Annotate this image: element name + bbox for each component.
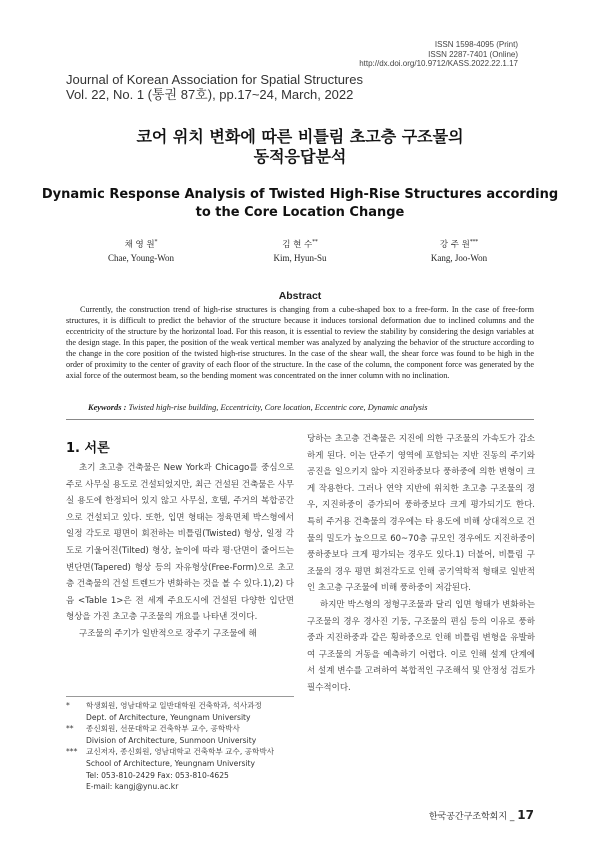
footnote-2-line-2: Division of Architecture, Sunmoon University bbox=[86, 735, 257, 745]
footnote-divider bbox=[66, 696, 294, 697]
keywords-label: Keywords : bbox=[88, 403, 127, 412]
page-number: 17 bbox=[517, 808, 534, 822]
footnote-1-mark: * bbox=[66, 701, 70, 710]
footnote-1-line-2: Dept. of Architecture, Yeungnam University bbox=[86, 712, 251, 722]
paragraph: 당하는 초고층 건축물은 지진에 의한 구조물의 가속도가 감소하게 된다. 이는 단주기 영역에 포함되는 지반 진동의 주기와 공진을 일으키지 않아 지진하중보다 풍하중에 의한 변형이 크게 작용한다. 그러나 연약 지반에 위치한 초고층 구조물의 경우, 지진하중이 증가되어 풍하중보다 크게 평가되기도 한다. 특히 주거용 건축물의 경우에는 타 용도에 비해 상대적으로 건물의 밀도가 높으므로 60~70층 규모인 경우에도 지진하중이 풍하중보다 크게 평가되는 경우도 있다.1) 더불어, 비틀림 구조물의 경우 평면 회전각도로 인해 공기역학적 형태로 일반적인 초고층 구조물에 비해 풍하중이 저감된다. bbox=[307, 434, 535, 594]
keywords bbox=[88, 403, 534, 412]
author-1-mark: * bbox=[154, 239, 158, 245]
footnote-3 bbox=[66, 746, 294, 792]
journal-name: Journal of Korean Association for Spatial Structures bbox=[66, 72, 363, 87]
keywords-text: Twisted high-rise building, Eccentricity, Core location, Eccentric core, Dynamic analysis bbox=[128, 403, 428, 412]
author-1-name-en: Chae, Young-Won bbox=[107, 252, 175, 263]
issn-block bbox=[359, 40, 518, 69]
issn-online: ISSN 2287-7401 (Online) bbox=[428, 49, 518, 59]
author-3-mark: *** bbox=[469, 239, 479, 245]
author-1 bbox=[66, 236, 216, 265]
issn-print: ISSN 1598-4095 (Print) bbox=[434, 40, 518, 49]
footnotes bbox=[66, 700, 294, 793]
footnote-2-mark: ** bbox=[66, 724, 74, 734]
abstract-heading: Abstract bbox=[278, 290, 322, 302]
author-2-name-ko: 김 현 수 bbox=[282, 239, 313, 250]
author-2-mark: ** bbox=[312, 239, 318, 245]
title-ko-line-1: 코어 위치 변화에 따른 비틀림 초고층 구조물의 bbox=[136, 127, 464, 146]
footnote-3-line-1: 교신저자, 종신회원, 영남대학교 건축학부 교수, 공학박사 bbox=[86, 747, 275, 757]
title-korean bbox=[0, 127, 600, 167]
abstract-text: Currently, the construction trend of high-rise structures is changing from a cube-shaped box to a free-form. In the case of free-form structures, it is difficult to predict the behavior of the structure because it induces torsional deformation due to inclined columns and the eccentricity of the structure by the horizontal load. For this reason, it is essential to review the stability by considering the design variables at the design stage. In this paper, the position of the weak vertical member was analyzed by analyzing the behavior of the structure according to the change in the core position of the twisted high-rise structures. In the case of the shear wall, the shear force was found to be high in the order of proximity to the center of gravity of each floor of the structure. In the case of the column, the component force was generated by the axial force of the outermost beam, so the bending moment was concentrated on the inner column with no inclination. bbox=[66, 305, 534, 380]
footnote-3-line-4[interactable]: E-mail: kangj@ynu.ac.kr bbox=[86, 782, 179, 792]
footnote-1-line-1: 학생회원, 영남대학교 일반대학원 건축학과, 석사과정 bbox=[86, 701, 262, 710]
footnote-2-line-1: 종신회원, 선문대학교 건축학부 교수, 공학박사 bbox=[86, 724, 240, 734]
author-3-name-ko: 강 주 원 bbox=[439, 239, 470, 250]
section-1-title: 1. 서론 bbox=[66, 441, 110, 456]
divider bbox=[66, 419, 534, 420]
footnote-3-line-2: School of Architecture, Yeungnam University bbox=[86, 758, 256, 768]
title-en-line-1: Dynamic Response Analysis of Twisted High-Rise Structures according bbox=[41, 187, 559, 202]
right-column bbox=[307, 431, 535, 697]
author-3-name-en: Kang, Joo-Won bbox=[430, 252, 488, 263]
footnote-1 bbox=[66, 700, 294, 723]
footnote-3-line-3: Tel: 053-810-2429 Fax: 053-810-4625 bbox=[86, 770, 229, 780]
author-3 bbox=[384, 236, 534, 265]
title-ko-line-2: 동적응답분석 bbox=[253, 147, 347, 166]
author-2-name-en: Kim, Hyun-Su bbox=[273, 252, 327, 263]
journal-issue: Vol. 22, No. 1 (통권 87호), pp.17~24, March, 2022 bbox=[66, 87, 354, 102]
page-footer bbox=[429, 808, 534, 822]
footnote-2 bbox=[66, 723, 294, 746]
author-1-name-ko: 채 영 원 bbox=[124, 239, 155, 250]
title-en-line-2: to the Core Location Change bbox=[195, 204, 405, 220]
author-2 bbox=[225, 236, 375, 265]
journal-name-ko: 한국공간구조학회지 _ bbox=[428, 812, 515, 822]
left-column bbox=[66, 460, 294, 643]
paragraph: 구조물의 주기가 일반적으로 장주기 구조물에 해 bbox=[79, 628, 257, 639]
paragraph: 하지만 박스형의 정형구조물과 달리 입면 형태가 변화하는 구조물의 경우 경사진 기둥, 구조물의 편심 등의 이유로 풍하중과 지진하중과 같은 횡하중으로 인해 비틀림 변형을 유발하여 구조물의 거동을 예측하기 어렵다. 이로 인해 설계 단계에서 설계 변수를 고려하여 복합적인 구조해석 및 안정성 검토가 필수적이다. bbox=[307, 599, 535, 693]
journal-info bbox=[66, 72, 363, 102]
doi-link[interactable]: http://dx.doi.org/10.9712/KASS.2022.22.1.17 bbox=[359, 59, 518, 68]
title-english bbox=[0, 186, 600, 221]
paragraph: 초기 초고층 건축물은 New York과 Chicago를 중심으로 주로 사무실 용도로 건설되었지만, 최근 건설된 건축물은 사무실 용도에 한정되어 있지 않고 사무실, 호텔, 주거의 복합공간으로 건설되고 있다. 또한, 입면 형태는 정육면체 박스형에서 일정 각도로 평면이 회전하는 비틀림(Twisted) 형상, 일정 각도로 기울어진(Tilted) 형상, 높이에 따라 평·단면이 줄어드는 변단면(Tapered) 형상 등의 자유형상(Free-Form)으로 초고층 건축물의 건설 트렌드가 변화하는 것을 볼 수 있다.1),2) 다음 <Table 1>은 전 세계 주요도시에 건설된 다양한 입단면 형상을 가진 초고층 구조물의 개요를 나타낸 것이다. bbox=[66, 463, 294, 623]
footnote-3-mark: *** bbox=[66, 747, 78, 757]
